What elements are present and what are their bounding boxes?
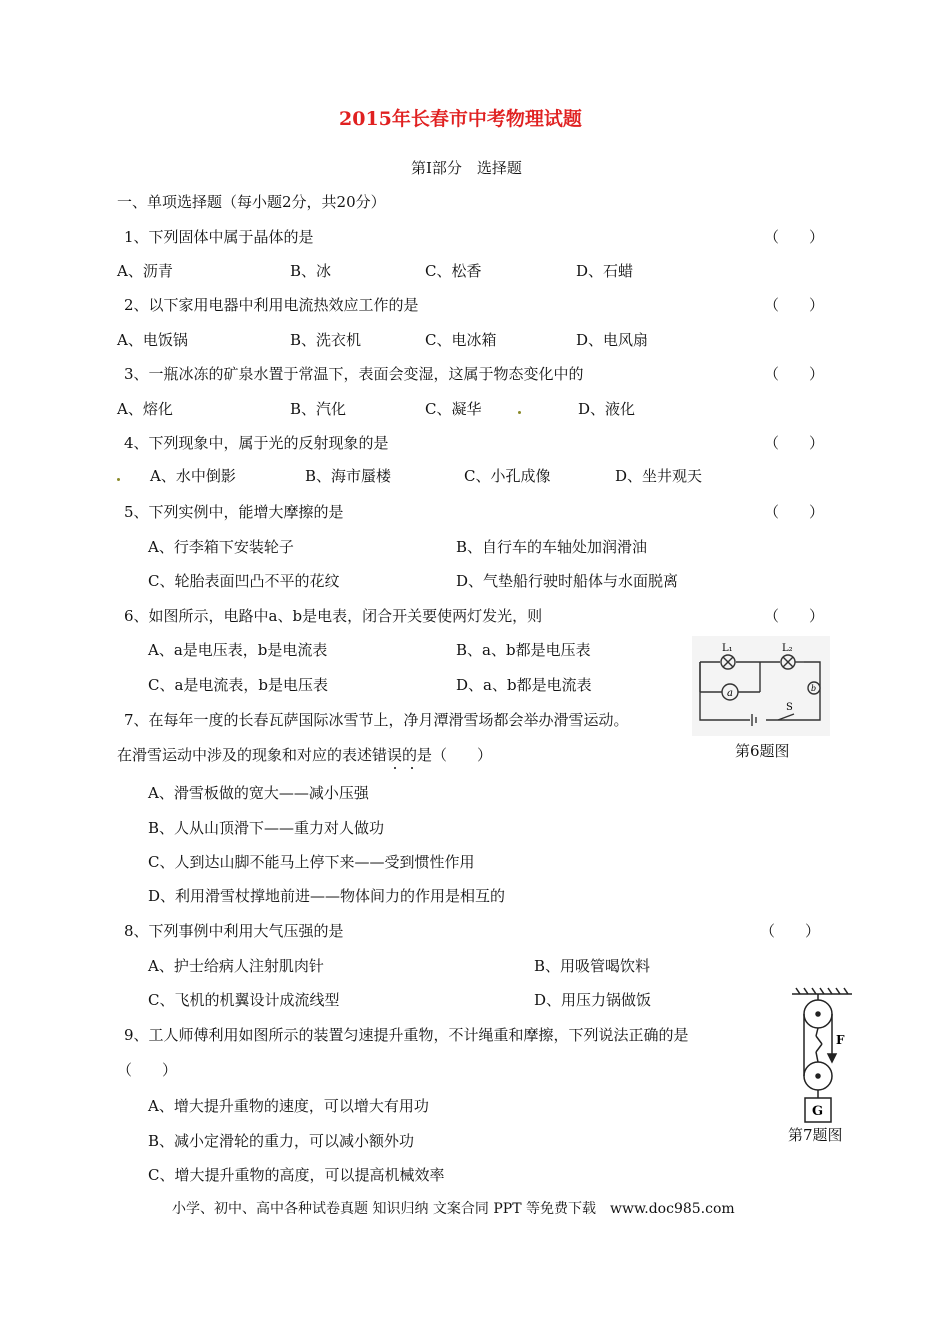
emphasis-dot: [394, 767, 396, 769]
answer-paren: （ ）: [764, 228, 825, 246]
option-b: B、洗衣机: [290, 331, 362, 349]
stray-dot: [518, 411, 521, 414]
option-b: B、自行车的车轴处加润滑油: [456, 538, 648, 556]
option-d: D、a、b都是电流表: [456, 676, 592, 694]
option-a: A、熔化: [117, 400, 173, 418]
option-d: D、利用滑雪杖撑地前进——物体间力的作用是相互的: [148, 887, 506, 905]
question-5-stem: 5、下列实例中，能增大摩擦的是: [124, 503, 344, 521]
label-l2: L₂: [782, 643, 793, 654]
option-c: C、a是电流表，b是电压表: [148, 676, 329, 694]
answer-paren: （ ）: [764, 365, 825, 383]
label-s: S: [786, 702, 793, 713]
option-a: A、护士给病人注射肌肉针: [148, 957, 324, 975]
question-8-stem: 8、下列事例中利用大气压强的是: [124, 922, 344, 940]
option-d: D、电风扇: [576, 331, 649, 349]
option-b: B、汽化: [290, 400, 347, 418]
option-d: D、气垫船行驶时船体与水面脱离: [456, 572, 679, 590]
emphasis-dot: [411, 767, 413, 769]
option-d: D、液化: [578, 400, 636, 418]
label-b: b: [811, 684, 817, 693]
option-d: D、石蜡: [576, 262, 634, 280]
option-c: C、飞机的机翼设计成流线型: [148, 991, 340, 1009]
label-l1: L₁: [722, 643, 733, 654]
question-6-stem: 6、如图所示，电路中a、b是电表，闭合开关要使两灯发光，则: [124, 607, 543, 625]
section-heading: 一、单项选择题（每小题2分，共20分）: [117, 193, 386, 211]
option-a: A、滑雪板做的宽大——减小压强: [148, 784, 369, 802]
circuit-diagram: [692, 636, 830, 736]
answer-paren: （ ）: [764, 296, 825, 314]
part-heading: 第Ⅰ部分 选择题: [411, 159, 522, 177]
option-a: A、增大提升重物的速度，可以增大有用功: [148, 1097, 429, 1115]
answer-paren: （ ）: [764, 607, 825, 625]
option-b: B、a、b都是电压表: [456, 641, 591, 659]
figure-6-caption: 第6题图: [735, 742, 790, 760]
question-1-stem: 1、下列固体中属于晶体的是: [124, 228, 314, 246]
option-c: C、轮胎表面凹凸不平的花纹: [148, 572, 340, 590]
figure-7-caption: 第7题图: [788, 1126, 843, 1144]
question-7-stem-line1: 7、在每年一度的长春瓦萨国际冰雪节上，净月潭滑雪场都会举办滑雪运动。: [124, 711, 629, 729]
answer-paren: （ ）: [760, 922, 821, 940]
option-a: A、行李箱下安装轮子: [148, 538, 294, 556]
option-c: C、电冰箱: [425, 331, 497, 349]
option-c: C、人到达山脚不能马上停下来——受到惯性作用: [148, 853, 475, 871]
option-a: A、沥青: [117, 262, 173, 280]
option-d: D、坐井观天: [615, 467, 703, 485]
question-9-stem: 9、工人师傅利用如图所示的装置匀速提升重物，不计绳重和摩擦，下列说法正确的是: [124, 1026, 689, 1044]
option-c: C、松香: [425, 262, 482, 280]
option-c: C、增大提升重物的高度，可以提高机械效率: [148, 1166, 445, 1184]
question-2-stem: 2、以下家用电器中利用电流热效应工作的是: [124, 296, 419, 314]
answer-paren: （ ）: [764, 434, 825, 452]
footer-text: 小学、初中、高中各种试卷真题 知识归纳 文案合同 PPT 等免费下载 www.doc985.com: [172, 1201, 735, 1217]
option-b: B、冰: [290, 262, 332, 280]
page-title: 2015年长春市中考物理试题: [339, 108, 582, 130]
label-g: G: [812, 1104, 824, 1119]
answer-paren: （ ）: [117, 1061, 178, 1079]
option-b: B、用吸管喝饮料: [534, 957, 651, 975]
option-a: A、电饭锅: [117, 331, 188, 349]
option-a: A、a是电压表，b是电流表: [148, 641, 328, 659]
option-b: B、海市蜃楼: [305, 467, 392, 485]
question-4-stem: 4、下列现象中，属于光的反射现象的是: [124, 434, 389, 452]
option-d: D、用压力锅做饭: [534, 991, 652, 1009]
option-b: B、减小定滑轮的重力，可以减小额外功: [148, 1132, 415, 1150]
pulley-diagram: [790, 986, 854, 1128]
label-a: a: [727, 688, 733, 699]
option-a: A、水中倒影: [150, 467, 236, 485]
stray-dot: [117, 478, 120, 481]
question-3-stem: 3、一瓶冰冻的矿泉水置于常温下，表面会变湿，这属于物态变化中的: [124, 365, 584, 383]
label-f: F: [836, 1033, 845, 1047]
option-b: B、人从山顶滑下——重力对人做功: [148, 819, 385, 837]
option-c: C、凝华: [425, 400, 482, 418]
question-7-stem-line2: 在滑雪运动中涉及的现象和对应的表述错误的是（ ）: [117, 746, 493, 764]
option-c: C、小孔成像: [464, 467, 551, 485]
answer-paren: （ ）: [764, 503, 825, 521]
